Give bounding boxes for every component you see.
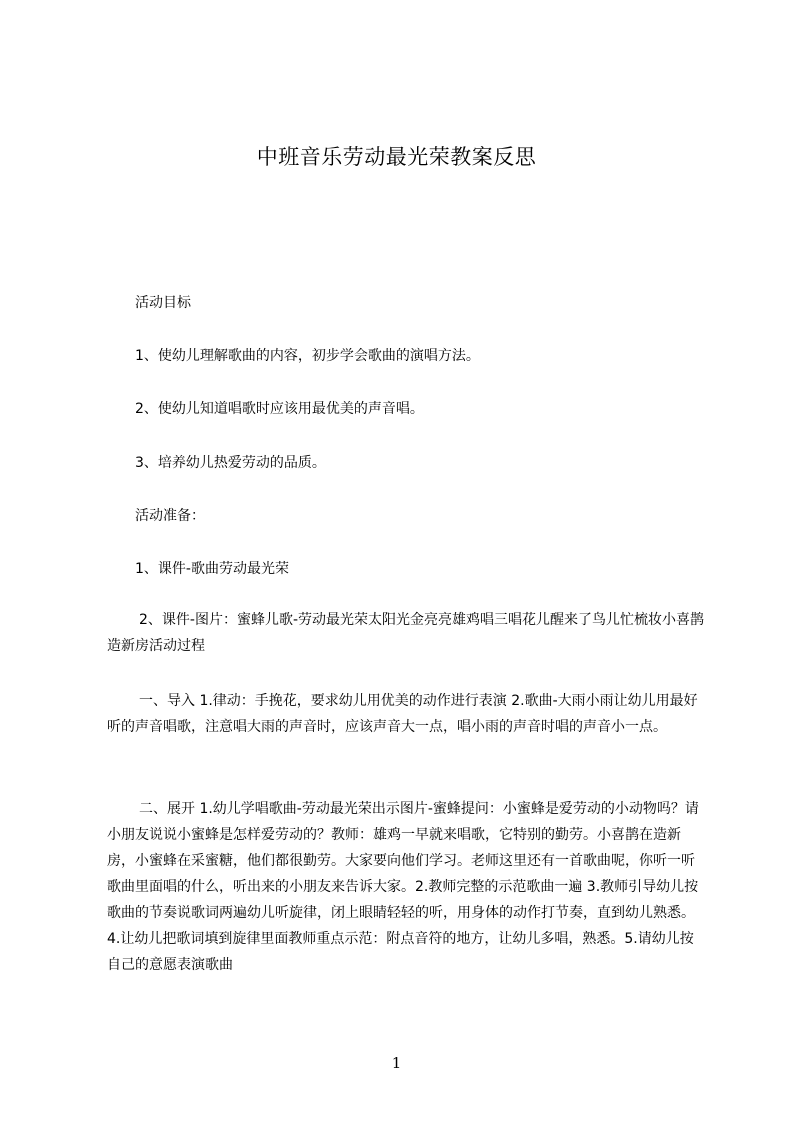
paragraph-activity-goals-heading: 活动目标 xyxy=(135,295,191,311)
paragraph-goal-1: 1、使幼儿理解歌曲的内容，初步学会歌曲的演唱方法。 xyxy=(135,348,480,364)
paragraph-introduction: 一、导入 1.律动：手挽花，要求幼儿用优美的动作进行表演 2.歌曲-大雨小雨让幼儿用最好听的声音唱歌，注意唱大雨的声音时，应该声音大一点，唱小雨的声音时唱的声音小一点。 xyxy=(107,693,698,735)
document-title: 中班音乐劳动最光荣教案反思 xyxy=(256,145,537,169)
paragraph-preparation-1: 1、课件-歌曲劳动最光荣 xyxy=(135,561,289,577)
paragraph-preparation-2: 2、课件-图片：蜜蜂儿歌-劳动最光荣太阳光金亮亮雄鸡唱三唱花儿醒来了鸟儿忙梳妆小喜鹊造新房活动过程 xyxy=(107,612,705,654)
page-number: 1 xyxy=(391,1054,402,1072)
paragraph-preparation-heading: 活动准备： xyxy=(135,508,205,524)
paragraph-development: 二、展开 1.幼儿学唱歌曲-劳动最光荣出示图片-蜜蜂提问：小蜜蜂是爱劳动的小动物吗？请小朋友说说小蜜蜂是怎样爱劳动的？教师：雄鸡一早就来唱歌，它特别的勤劳。小喜鹊在造新房，小蜜蜂在采蜜糖，他们都很勤劳。大家要向他们学习。老师这里还有一首歌曲呢，你听一听歌曲里面唱的什么，听出来的小朋友来告诉大家。2.教师完整的示范歌曲一遍 3.教师引导幼儿按歌曲的节奏说歌词两遍幼儿听旋律，闭上眼睛轻轻的听，用身体的动作打节奏，直到幼儿熟悉。4.让幼儿把歌词填到旋律里面教师重点示范：附点音符的地方，让幼儿多唱，熟悉。5.请幼儿按自己的意愿表演歌曲 xyxy=(107,801,699,973)
paragraph-goal-2: 2、使幼儿知道唱歌时应该用最优美的声音唱。 xyxy=(135,401,424,417)
paragraph-goal-3: 3、培养幼儿热爱劳动的品质。 xyxy=(135,455,326,471)
